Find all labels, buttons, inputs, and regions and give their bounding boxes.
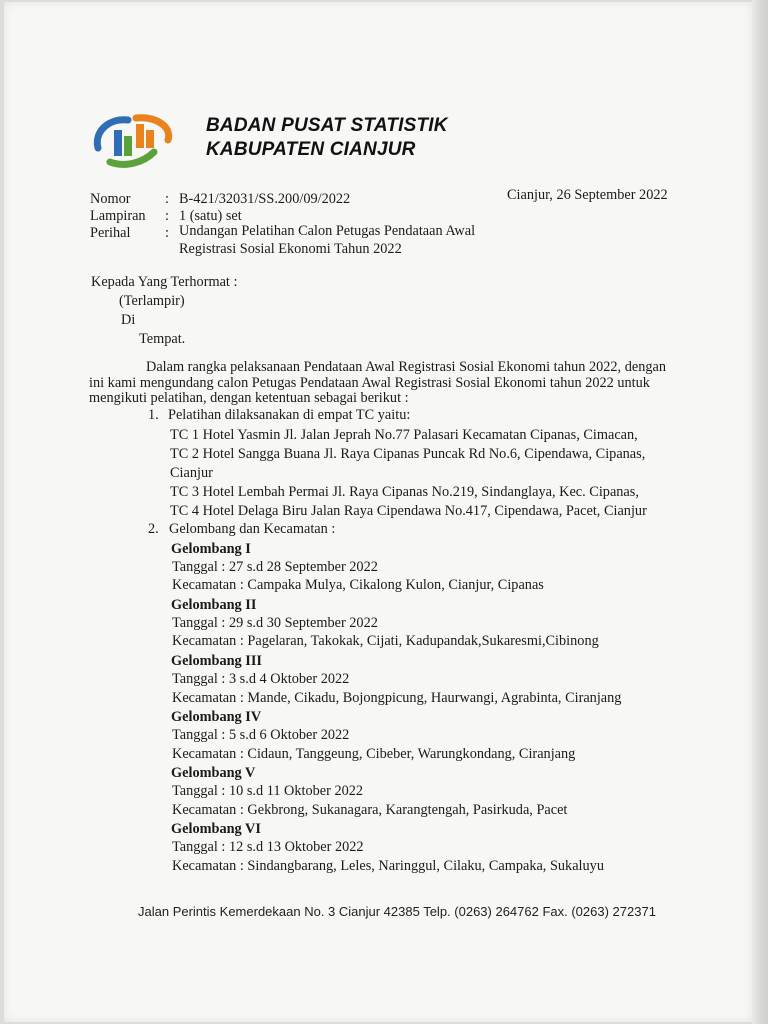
intro-line2: ini kami mengundang calon Petugas Pendataan Awal Registrasi Sosial Ekonomi tahun 2022 untuk	[89, 375, 650, 391]
tc4-line: TC 4 Hotel Delaga Biru Jalan Raya Cipendawa No.417, Cipendawa, Pacet, Cianjur	[170, 503, 647, 519]
wave-name: Gelombang III	[171, 653, 262, 669]
item2-title: Gelombang dan Kecamatan :	[169, 521, 336, 537]
wave-districts: Kecamatan : Sindangbarang, Leles, Naringgul, Cilaku, Campaka, Sukaluyu	[172, 858, 604, 874]
nomor-colon: :	[165, 191, 169, 207]
page-edge	[752, 0, 768, 1024]
wave-districts: Kecamatan : Cidaun, Tanggeung, Cibeber, Warungkondang, Ciranjang	[172, 746, 576, 762]
bps-logo-icon	[92, 110, 176, 170]
tc1-line: TC 1 Hotel Yasmin Jl. Jalan Jeprah No.77 Palasari Kecamatan Cipanas, Cimacan,	[170, 427, 638, 443]
wave-date: Tanggal : 27 s.d 28 September 2022	[172, 559, 378, 575]
org-name-line1: BADAN PUSAT STATISTIK	[206, 115, 448, 136]
addressee-line1: (Terlampir)	[119, 293, 185, 309]
item2-number: 2.	[148, 521, 159, 537]
addressee-line3: Tempat.	[139, 331, 186, 347]
perihal-value-line1: Undangan Pelatihan Calon Petugas Pendataan Awal	[179, 223, 476, 239]
tc3-line: TC 3 Hotel Lembah Permai Jl. Raya Cipanas No.219, Sindanglaya, Kec. Cipanas,	[170, 484, 639, 500]
wave-date: Tanggal : 29 s.d 30 September 2022	[172, 615, 378, 631]
perihal-label: Perihal	[90, 225, 131, 241]
wave-districts: Kecamatan : Campaka Mulya, Cikalong Kulon, Cianjur, Cipanas	[172, 577, 544, 593]
wave-date: Tanggal : 10 s.d 11 Oktober 2022	[172, 783, 364, 799]
addressee-line2: Di	[121, 312, 136, 328]
lampiran-colon: :	[165, 208, 169, 224]
wave-districts: Kecamatan : Mande, Cikadu, Bojongpicung, Haurwangi, Agrabinta, Ciranjang	[172, 690, 622, 706]
footer-address: Jalan Perintis Kemerdekaan No. 3 Cianjur 42385 Telp. (0263) 264762 Fax. (0263) 272371	[138, 904, 656, 919]
wave-date: Tanggal : 3 s.d 4 Oktober 2022	[172, 671, 350, 687]
lampiran-value: 1 (satu) set	[179, 208, 242, 224]
wave-date: Tanggal : 5 s.d 6 Oktober 2022	[172, 727, 350, 743]
addressee-greeting: Kepada Yang Terhormat :	[91, 274, 238, 290]
item1-number: 1.	[148, 407, 159, 423]
nomor-value: B-421/32031/SS.200/09/2022	[179, 191, 351, 207]
item1-title: Pelatihan dilaksanakan di empat TC yaitu:	[168, 407, 411, 423]
lampiran-label: Lampiran	[90, 208, 146, 224]
tc2-line1: TC 2 Hotel Sangga Buana Jl. Raya Cipanas Puncak Rd No.6, Cipendawa, Cipanas,	[170, 446, 646, 462]
wave-districts: Kecamatan : Gekbrong, Sukanagara, Karangtengah, Pasirkuda, Pacet	[172, 802, 568, 818]
letter-date: Cianjur, 26 September 2022	[507, 187, 668, 203]
perihal-colon: :	[165, 225, 169, 241]
intro-line1: Dalam rangka pelaksanaan Pendataan Awal Registrasi Sosial Ekonomi tahun 2022, dengan	[146, 359, 666, 375]
wave-name: Gelombang V	[171, 765, 256, 781]
wave-districts: Kecamatan : Pagelaran, Takokak, Cijati, Kadupandak,Sukaresmi,Cibinong	[172, 633, 599, 649]
intro-line3: mengikuti pelatihan, dengan ketentuan sebagai berikut :	[89, 390, 409, 406]
perihal-value-line2: Registrasi Sosial Ekonomi Tahun 2022	[179, 241, 402, 257]
wave-name: Gelombang II	[171, 597, 257, 613]
wave-date: Tanggal : 12 s.d 13 Oktober 2022	[172, 839, 364, 855]
organization-name	[206, 114, 448, 162]
org-name-line2: KABUPATEN CIANJUR	[206, 139, 416, 160]
nomor-label: Nomor	[90, 191, 131, 207]
wave-name: Gelombang I	[171, 541, 251, 557]
wave-name: Gelombang VI	[171, 821, 261, 837]
tc2-line2: Cianjur	[170, 465, 213, 481]
wave-name: Gelombang IV	[171, 709, 262, 725]
